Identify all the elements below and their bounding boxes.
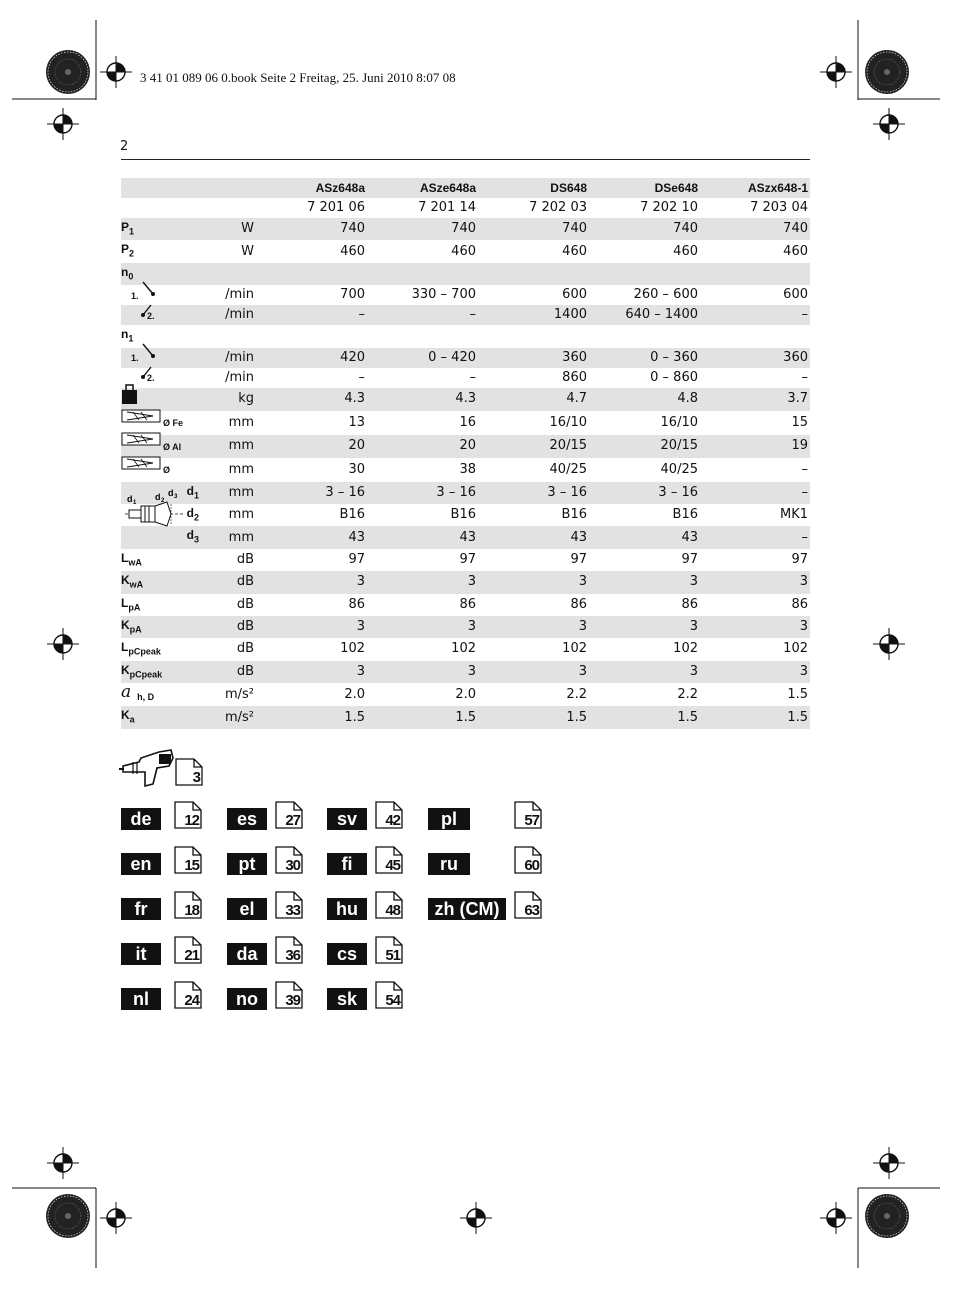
value-cell: 360 xyxy=(478,348,589,368)
language-page-box[interactable] xyxy=(375,801,403,829)
table-row xyxy=(121,285,810,305)
value-cell xyxy=(700,325,810,347)
label-main: K xyxy=(121,708,130,723)
value-cell xyxy=(256,325,367,347)
language-page-box[interactable] xyxy=(275,936,303,964)
value-cell: – xyxy=(367,305,478,325)
language-badge-sk[interactable]: sk xyxy=(327,988,367,1010)
language-page-number: 15 xyxy=(184,857,199,874)
article-number: 7 201 06 xyxy=(307,200,365,215)
table-row xyxy=(121,616,810,638)
unit-cell: /min xyxy=(225,369,254,385)
table-row xyxy=(121,482,810,504)
value-cell: 4.3 xyxy=(256,388,367,411)
label-sub: wA xyxy=(129,579,144,590)
value-cell: 330 – 700 xyxy=(411,287,476,303)
value-cell: 4.3 xyxy=(367,388,478,411)
language-page-box[interactable] xyxy=(375,891,403,919)
language-page-box[interactable] xyxy=(275,981,303,1009)
unit-cell: m/s² xyxy=(224,686,254,702)
language-page-number: 42 xyxy=(385,812,400,829)
language-page-number: 18 xyxy=(184,902,199,919)
label-sub: 1 xyxy=(129,226,135,237)
value-cell: 3 – 16 xyxy=(589,482,700,504)
language-badge-da[interactable]: da xyxy=(227,943,267,965)
language-badge-ru[interactable]: ru xyxy=(428,853,470,875)
drill-bit-wood-icon xyxy=(122,457,160,469)
label-main: L xyxy=(121,550,129,565)
model-header: ASze648a xyxy=(367,178,478,198)
value-cell: 3 xyxy=(478,571,589,593)
weight-icon xyxy=(122,385,137,404)
value-cell: 600 xyxy=(783,287,808,303)
value-cell: 4.8 xyxy=(589,388,700,411)
language-badge-hu[interactable]: hu xyxy=(327,898,367,920)
header-rule xyxy=(121,159,810,160)
value-cell: 700 xyxy=(340,287,365,303)
table-row xyxy=(121,325,810,347)
value-cell: 16/10 xyxy=(549,414,587,430)
value-cell: B16 xyxy=(672,507,698,523)
value-cell: 3 – 16 xyxy=(367,482,478,504)
article-number: 7 203 04 xyxy=(750,200,808,215)
value-cell: 30 xyxy=(348,461,365,477)
language-badge-es[interactable]: es xyxy=(227,808,267,830)
value-cell: 460 xyxy=(451,243,476,259)
row-label xyxy=(121,683,201,706)
language-page-number: 33 xyxy=(285,902,300,919)
value-cell: 97 xyxy=(459,551,476,567)
gear-1-icon xyxy=(143,282,155,296)
unit-cell xyxy=(201,325,256,347)
language-page-number: 48 xyxy=(385,902,400,919)
value-cell: 3 – 16 xyxy=(256,482,367,504)
unit-cell: /min xyxy=(201,348,256,368)
value-cell: 102 xyxy=(783,641,808,657)
table-row xyxy=(121,594,810,616)
language-page-box[interactable] xyxy=(375,936,403,964)
label-main: P xyxy=(121,242,130,257)
language-page-number: 24 xyxy=(184,992,199,1009)
language-page-box[interactable] xyxy=(275,891,303,919)
value-cell: 3 – 16 xyxy=(478,482,589,504)
value-cell: 13 xyxy=(348,414,365,430)
model-header: DS648 xyxy=(478,178,589,198)
value-cell: 16 xyxy=(459,414,476,430)
value-cell: 860 xyxy=(562,369,587,385)
unit-cell: mm xyxy=(228,507,254,523)
blank-cell xyxy=(121,198,201,218)
value-cell: 86 xyxy=(570,596,587,612)
table-row xyxy=(121,706,810,728)
language-page-box[interactable] xyxy=(174,981,202,1009)
value-cell: 102 xyxy=(673,641,698,657)
unit-cell: mm xyxy=(201,526,256,548)
table-row xyxy=(121,571,810,593)
value-cell: 1400 xyxy=(478,305,589,325)
value-cell: 97 xyxy=(348,551,365,567)
language-badge-it[interactable]: it xyxy=(121,943,161,965)
value-cell: 97 xyxy=(791,551,808,567)
table-row xyxy=(121,549,810,571)
value-cell: 600 xyxy=(562,287,587,303)
table-row xyxy=(121,305,810,325)
value-cell: 0 – 860 xyxy=(650,369,698,385)
value-cell: 20 xyxy=(256,435,367,458)
language-page-box[interactable] xyxy=(174,801,202,829)
value-cell: 43 xyxy=(478,526,589,548)
value-cell: 1.5 xyxy=(256,706,367,728)
article-number: 7 201 14 xyxy=(418,200,476,215)
table-row xyxy=(121,683,810,706)
label-sub: h, D xyxy=(137,692,155,703)
row-label xyxy=(121,616,201,638)
label-sub: 1 xyxy=(128,333,134,344)
value-cell: 0 – 420 xyxy=(367,348,478,368)
value-cell: – xyxy=(469,369,476,385)
icon-row-label: Ø Al xyxy=(163,441,182,452)
value-cell: 460 xyxy=(673,243,698,259)
language-badge-no[interactable]: no xyxy=(227,988,267,1010)
value-cell: 3 xyxy=(367,571,478,593)
value-cell: 260 – 600 xyxy=(633,287,698,303)
value-cell: 40/25 xyxy=(660,461,698,477)
value-cell: 86 xyxy=(348,596,365,612)
value-cell: 102 xyxy=(340,641,365,657)
row-label xyxy=(121,661,201,683)
value-cell: 43 xyxy=(589,526,700,548)
value-cell: 3 xyxy=(589,661,700,683)
language-badge-el[interactable]: el xyxy=(227,898,267,920)
label-sub: a xyxy=(129,714,135,725)
language-badge-de[interactable]: de xyxy=(121,808,161,830)
table-row xyxy=(121,368,810,388)
label-sub: 0 xyxy=(128,271,134,282)
language-page-box[interactable] xyxy=(174,891,202,919)
unit-cell: dB xyxy=(236,551,254,567)
language-page-box[interactable] xyxy=(514,801,542,829)
table-icon-layer xyxy=(121,276,191,546)
label-sub: pA xyxy=(129,624,142,635)
value-cell: 0 – 360 xyxy=(589,348,700,368)
table-row xyxy=(121,178,810,198)
value-cell: – xyxy=(700,305,810,325)
model-header: DSe648 xyxy=(589,178,700,198)
value-cell xyxy=(589,325,700,347)
unit-cell: mm xyxy=(228,461,254,477)
table-row xyxy=(121,661,810,683)
book-line: 3 41 01 089 06 0.book Seite 2 Freitag, 25. Juni 2010 8:07 08 xyxy=(140,70,456,85)
language-page-box[interactable] xyxy=(275,801,303,829)
table-row xyxy=(121,218,810,240)
unit-cell: kg xyxy=(201,388,256,411)
value-cell: 2.0 xyxy=(455,686,476,702)
language-badge-sv[interactable]: sv xyxy=(327,808,367,830)
unit-cell: dB xyxy=(201,571,256,593)
table-row xyxy=(121,411,810,435)
label-main: d xyxy=(186,505,194,520)
value-cell: 86 xyxy=(681,596,698,612)
label-main: K xyxy=(121,573,130,588)
value-cell: – xyxy=(801,369,808,385)
unit-cell: m/s² xyxy=(201,706,256,728)
label-main: n xyxy=(121,327,129,342)
icon-row-label: 2. xyxy=(147,310,155,321)
value-cell: MK1 xyxy=(779,507,808,523)
value-cell: 20/15 xyxy=(589,435,700,458)
value-cell: 1.5 xyxy=(367,706,478,728)
language-page-box[interactable] xyxy=(514,891,542,919)
value-cell: 3 xyxy=(367,661,478,683)
table-row xyxy=(121,263,810,285)
value-cell: 43 xyxy=(256,526,367,548)
value-cell: 640 – 1400 xyxy=(589,305,700,325)
language-badge-fi[interactable]: fi xyxy=(327,853,367,875)
row-label xyxy=(121,549,201,571)
unit-cell: /min xyxy=(201,305,256,325)
svg-text:3: 3 xyxy=(174,494,178,500)
row-label xyxy=(121,218,201,240)
row-label xyxy=(121,594,201,616)
unit-cell: dB xyxy=(236,641,254,657)
blank-cell xyxy=(201,198,256,218)
language-page-box[interactable] xyxy=(375,846,403,874)
value-cell: 3 xyxy=(589,616,700,638)
svg-text:d: d xyxy=(155,492,161,502)
value-cell: 97 xyxy=(681,551,698,567)
language-page-number: 60 xyxy=(524,857,539,874)
language-badge-cs[interactable]: cs xyxy=(327,943,367,965)
value-cell: 20/15 xyxy=(478,435,589,458)
value-cell xyxy=(367,325,478,347)
drill-bit-steel-icon xyxy=(122,410,160,422)
value-cell: 460 xyxy=(562,243,587,259)
blank-cell xyxy=(121,178,201,198)
language-badge-nl[interactable]: nl xyxy=(121,988,161,1010)
language-page-number: 12 xyxy=(184,812,199,829)
language-badge-en[interactable]: en xyxy=(121,853,161,875)
value-cell: 43 xyxy=(367,526,478,548)
row-label xyxy=(121,706,201,728)
value-cell: 3 xyxy=(700,661,810,683)
value-cell: 3 xyxy=(256,571,367,593)
label-sub: 3 xyxy=(193,534,199,545)
label-sub: pCpeak xyxy=(128,646,161,657)
value-cell: 2.2 xyxy=(677,686,698,702)
language-badge-pl[interactable]: pl xyxy=(428,808,470,830)
value-cell: 3 xyxy=(700,616,810,638)
label-main: a xyxy=(121,683,132,703)
value-cell: 3 xyxy=(478,661,589,683)
value-cell: 3 xyxy=(367,616,478,638)
value-cell: 1.5 xyxy=(589,706,700,728)
icon-row-label: 1. xyxy=(131,290,139,301)
unit-cell: mm xyxy=(201,482,256,504)
label-sub: 2 xyxy=(129,248,135,259)
value-cell xyxy=(478,325,589,347)
chuck-diagram-icon xyxy=(125,488,183,526)
label-main: P xyxy=(121,220,130,234)
language-page-box[interactable] xyxy=(514,846,542,874)
value-cell: 15 xyxy=(791,414,808,430)
unit-cell: dB xyxy=(236,596,254,612)
model-header: ASzx648-1 xyxy=(700,178,810,198)
article-number: 7 202 03 xyxy=(529,200,587,215)
value-cell: B16 xyxy=(339,507,365,523)
value-cell: 740 xyxy=(589,218,700,240)
table-row xyxy=(121,240,810,262)
icon-row-label: 2. xyxy=(147,373,155,384)
value-cell: 420 xyxy=(256,348,367,368)
label-main: L xyxy=(121,640,129,655)
value-cell: 97 xyxy=(570,551,587,567)
tool-page-box[interactable]: 3 xyxy=(175,758,203,786)
language-page-number: 27 xyxy=(285,812,300,829)
label-main: d xyxy=(186,483,194,498)
language-page-number: 51 xyxy=(385,947,400,964)
language-page-box[interactable] xyxy=(375,981,403,1009)
value-cell: – xyxy=(256,305,367,325)
value-cell: 2.2 xyxy=(566,686,587,702)
icon-row-label: Ø Fe xyxy=(163,418,184,429)
language-page-number: 21 xyxy=(184,947,199,964)
table-row xyxy=(121,458,810,482)
value-cell: 102 xyxy=(562,641,587,657)
value-cell: 3 xyxy=(478,616,589,638)
value-cell: 19 xyxy=(700,435,810,458)
language-badge-zh[interactable]: zh (CM) xyxy=(428,898,506,920)
value-cell: 740 xyxy=(478,218,589,240)
label-main: n xyxy=(121,264,129,279)
value-cell xyxy=(478,263,589,285)
unit-cell: W xyxy=(201,218,256,240)
unit-cell: dB xyxy=(201,616,256,638)
table-row xyxy=(121,504,810,526)
row-label xyxy=(121,638,201,660)
svg-text:2: 2 xyxy=(161,498,165,504)
value-cell: 360 xyxy=(700,348,810,368)
unit-cell: dB xyxy=(201,661,256,683)
unit-cell: /min xyxy=(225,287,254,303)
label-main: K xyxy=(121,617,130,632)
language-page-number: 54 xyxy=(385,992,400,1009)
language-page-number: 30 xyxy=(285,857,300,874)
language-page-number: 57 xyxy=(524,812,539,829)
value-cell: 740 xyxy=(256,218,367,240)
model-header: ASz648a xyxy=(256,178,367,198)
row-label xyxy=(121,240,201,262)
drill-icon xyxy=(119,744,179,790)
label-main: K xyxy=(121,662,130,677)
value-cell xyxy=(700,263,810,285)
page-number: 2 xyxy=(120,139,129,154)
language-badge-fr[interactable]: fr xyxy=(121,898,161,920)
value-cell xyxy=(589,263,700,285)
value-cell: – xyxy=(700,526,810,548)
value-cell: 20 xyxy=(367,435,478,458)
value-cell xyxy=(367,263,478,285)
label-sub: pA xyxy=(128,601,141,612)
value-cell: – xyxy=(801,461,808,477)
language-badge-pt[interactable]: pt xyxy=(227,853,267,875)
value-cell: – xyxy=(700,482,810,504)
value-cell: 740 xyxy=(700,218,810,240)
label-sub: wA xyxy=(128,557,142,568)
value-cell: 86 xyxy=(791,596,808,612)
table-row xyxy=(121,198,810,218)
article-number: 7 202 10 xyxy=(640,200,698,215)
label-main: d xyxy=(186,528,194,543)
label-sub: 1 xyxy=(193,489,199,500)
svg-text:d: d xyxy=(168,488,174,498)
table-row xyxy=(121,388,810,411)
gear-2-icon xyxy=(141,305,151,317)
table-row xyxy=(121,638,810,660)
language-page-number: 63 xyxy=(524,902,539,919)
label-sub: pCpeak xyxy=(129,669,163,680)
value-cell: 1.5 xyxy=(478,706,589,728)
value-cell: 16/10 xyxy=(660,414,698,430)
value-cell: 1.5 xyxy=(700,706,810,728)
language-page-box[interactable] xyxy=(174,936,202,964)
label-sub: 2 xyxy=(193,512,199,523)
svg-text:1: 1 xyxy=(133,500,137,506)
language-page-box[interactable] xyxy=(174,846,202,874)
label-main: L xyxy=(121,595,129,610)
value-cell: 460 xyxy=(340,243,365,259)
language-page-number: 45 xyxy=(385,857,400,874)
language-page-box[interactable] xyxy=(275,846,303,874)
value-cell: 86 xyxy=(459,596,476,612)
table-row xyxy=(121,435,810,458)
table-row xyxy=(121,348,810,368)
drill-bit-aluminium-icon xyxy=(122,433,160,445)
unit-cell: mm xyxy=(201,435,256,458)
blank-cell xyxy=(201,178,256,198)
unit-cell: mm xyxy=(228,414,254,430)
value-cell xyxy=(256,263,367,285)
language-page-number: 39 xyxy=(285,992,300,1009)
unit-cell: W xyxy=(241,243,254,259)
value-cell: – xyxy=(358,369,365,385)
value-cell: 3 xyxy=(256,616,367,638)
icon-row-label: 1. xyxy=(131,353,139,364)
table-row xyxy=(121,526,810,548)
value-cell: B16 xyxy=(450,507,476,523)
value-cell: 740 xyxy=(367,218,478,240)
chuck-d1-label: d xyxy=(127,494,133,504)
technical-data-table xyxy=(121,178,810,729)
value-cell: 102 xyxy=(451,641,476,657)
unit-cell xyxy=(201,263,256,285)
language-page-number: 36 xyxy=(285,947,300,964)
value-cell: B16 xyxy=(561,507,587,523)
row-label xyxy=(121,571,201,593)
value-cell: 3 xyxy=(256,661,367,683)
icon-row-label: Ø xyxy=(163,465,171,476)
value-cell: 3 xyxy=(700,571,810,593)
value-cell: 460 xyxy=(783,243,808,259)
value-cell: 2.0 xyxy=(344,686,365,702)
value-cell: 3 xyxy=(589,571,700,593)
value-cell: 1.5 xyxy=(787,686,808,702)
value-cell: 38 xyxy=(459,461,476,477)
value-cell: 3.7 xyxy=(700,388,810,411)
value-cell: 40/25 xyxy=(549,461,587,477)
value-cell: 4.7 xyxy=(478,388,589,411)
